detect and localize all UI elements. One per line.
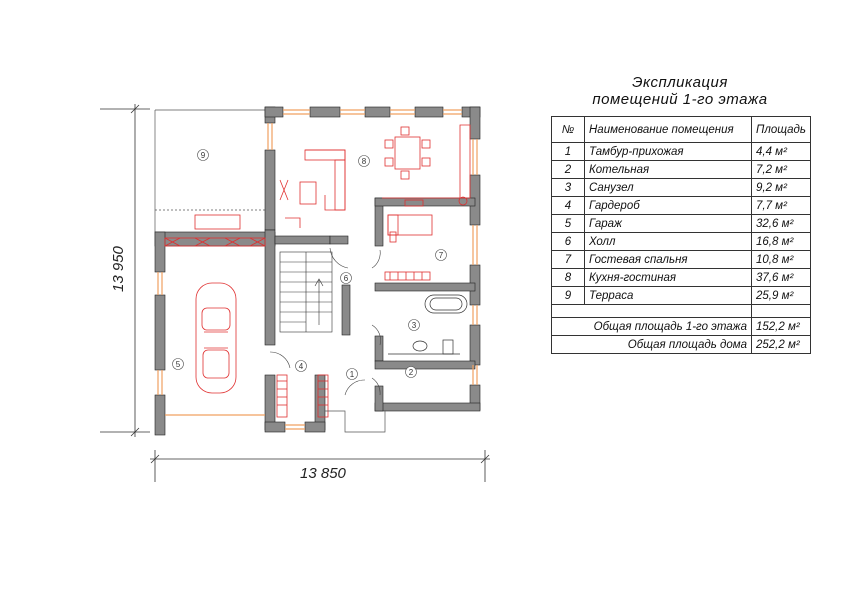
doors	[270, 248, 381, 395]
total-area: 152,2 м²	[752, 318, 811, 336]
car-icon	[196, 283, 236, 393]
bathtub-icon	[425, 295, 467, 313]
table-total-row	[552, 318, 811, 336]
table-row	[552, 143, 811, 161]
table-header-row	[552, 117, 811, 143]
svg-text:4: 4	[298, 362, 304, 371]
dimension-height-label: 13 950	[110, 246, 127, 292]
entrance-porch	[325, 411, 385, 432]
room-marker-3	[409, 320, 420, 331]
dimension-width-label: 13 850	[300, 465, 346, 482]
header-room-name: Наименование помещения	[585, 117, 752, 143]
svg-text:8: 8	[361, 157, 367, 166]
room-number: 9	[552, 287, 585, 305]
room-name: Кухня-гостиная	[585, 269, 752, 287]
table-row	[552, 251, 811, 269]
room-area: 4,4 м²	[752, 143, 811, 161]
table-row	[552, 269, 811, 287]
room-marker-5	[173, 359, 184, 370]
svg-text:5: 5	[175, 360, 181, 369]
room-area: 25,9 м²	[752, 287, 811, 305]
room-marker-7	[436, 250, 447, 261]
room-name: Тамбур-прихожая	[585, 143, 752, 161]
table-row	[552, 233, 811, 251]
room-name: Холл	[585, 233, 752, 251]
explication-title-line2: помещений 1-го этажа	[592, 91, 768, 108]
table-separator-row	[552, 305, 811, 318]
room-name: Терраса	[585, 287, 752, 305]
room-number: 5	[552, 215, 585, 233]
room-area: 16,8 м²	[752, 233, 811, 251]
bed-icon	[388, 215, 432, 242]
header-number: №	[552, 117, 585, 143]
table-total-row	[552, 336, 811, 354]
svg-text:2: 2	[408, 368, 414, 377]
room-name: Гараж	[585, 215, 752, 233]
room-area: 7,2 м²	[752, 161, 811, 179]
svg-text:3: 3	[411, 321, 417, 330]
table-row	[552, 179, 811, 197]
terrace-outline	[155, 110, 265, 232]
room-marker-2	[406, 367, 417, 378]
total-label: Общая площадь 1-го этажа	[552, 318, 752, 336]
staircase	[280, 252, 332, 332]
room-area: 9,2 м²	[752, 179, 811, 197]
room-marker-1	[347, 369, 358, 380]
svg-text:9: 9	[200, 151, 206, 160]
total-area: 252,2 м²	[752, 336, 811, 354]
explication-table	[551, 116, 811, 354]
explication-title-line1: Экспликация	[632, 74, 728, 91]
room-number: 7	[552, 251, 585, 269]
svg-text:7: 7	[438, 251, 444, 260]
room-name: Гардероб	[585, 197, 752, 215]
room-marker-4	[296, 361, 307, 372]
wardrobe-rail	[385, 272, 430, 280]
room-area: 37,6 м²	[752, 269, 811, 287]
room-area: 32,6 м²	[752, 215, 811, 233]
table-row	[552, 215, 811, 233]
room-number: 4	[552, 197, 585, 215]
sofa-icon	[300, 150, 345, 210]
room-markers	[173, 150, 447, 380]
room-marker-8	[359, 156, 370, 167]
room-number: 1	[552, 143, 585, 161]
svg-text:6: 6	[343, 274, 349, 283]
room-number: 8	[552, 269, 585, 287]
room-number: 6	[552, 233, 585, 251]
dining-table-icon	[385, 127, 430, 179]
table-row	[552, 287, 811, 305]
room-area: 7,7 м²	[752, 197, 811, 215]
room-area: 10,8 м²	[752, 251, 811, 269]
room-name: Гостевая спальня	[585, 251, 752, 269]
room-name: Котельная	[585, 161, 752, 179]
total-label: Общая площадь дома	[552, 336, 752, 354]
room-name: Санузел	[585, 179, 752, 197]
toilet-icon	[388, 340, 460, 354]
header-area: Площадь	[752, 117, 811, 143]
svg-text:1: 1	[349, 370, 355, 379]
room-marker-9	[198, 150, 209, 161]
table-row	[552, 197, 811, 215]
table-row	[552, 161, 811, 179]
fireplace-icon	[280, 180, 300, 228]
room-number: 2	[552, 161, 585, 179]
room-marker-6	[341, 273, 352, 284]
room-number: 3	[552, 179, 585, 197]
